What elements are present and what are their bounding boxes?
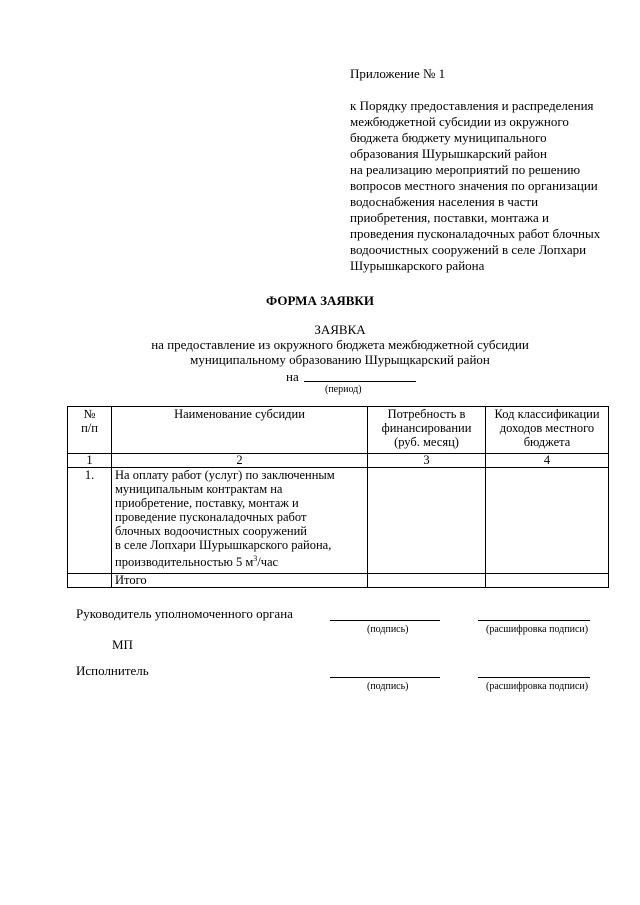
header-need-line-3: (руб. месяц): [394, 435, 459, 449]
row-subsidy-name: [112, 468, 368, 574]
col-number-4: 4: [486, 454, 609, 468]
annex-line-2: межбюджетной субсидии из окружного: [350, 114, 569, 129]
annex-line-6: вопросов местного значения по организации: [350, 178, 598, 193]
header-name: Наименование субсидии: [112, 407, 368, 454]
executor-signature-line[interactable]: [330, 677, 440, 678]
executor-signature-caption: (подпись): [367, 681, 409, 692]
header-need-line-1: Потребность в: [387, 407, 466, 421]
annex-block: [350, 66, 600, 274]
row-need-value[interactable]: [368, 468, 486, 574]
row-unit: /час: [257, 555, 279, 570]
row-line-3: приобретение, поставку, монтаж и: [115, 496, 299, 510]
head-decoding-line[interactable]: [478, 620, 590, 621]
header-need-line-2: финансировании: [381, 421, 472, 435]
header-code: [486, 407, 609, 454]
total-num-cell: [68, 574, 112, 588]
row-line-7: [115, 552, 364, 569]
col-number-3: 3: [368, 454, 486, 468]
head-signature-caption: (подпись): [367, 624, 409, 635]
header-code-line-1: Код классификации: [494, 407, 600, 421]
stamp-label: МП: [112, 637, 133, 652]
executor-decoding-line[interactable]: [478, 677, 590, 678]
annex-line-3: бюджета бюджету муниципального: [350, 130, 547, 145]
period-blank-line: [304, 381, 416, 382]
total-code-value[interactable]: [486, 574, 609, 588]
annex-line-4: образования Шурышкарский район: [350, 146, 548, 161]
application-heading-block: [0, 322, 640, 367]
annex-line-8: приобретения, поставки, монтажа и: [350, 210, 549, 225]
executor-decoding-caption: (расшифровка подписи): [486, 681, 589, 692]
subsidy-table: [67, 406, 609, 588]
row-line-5: блочных водоочистных сооружений: [115, 524, 307, 538]
annex-line-5: на реализацию мероприятий по решению: [350, 162, 581, 177]
form-title: ФОРМА ЗАЯВКИ: [266, 293, 374, 308]
head-label: Руководитель уполномоченного органа: [76, 606, 293, 621]
col-number-1: 1: [68, 454, 112, 468]
head-decoding-caption: (расшифровка подписи): [486, 624, 589, 635]
na-label: на: [286, 369, 299, 384]
annex-line-7: водоснабжения населения в части: [350, 194, 539, 209]
header-need: [368, 407, 486, 454]
header-code-line-2: доходов местного: [499, 421, 595, 435]
application-heading: ЗАЯВКА: [314, 322, 366, 337]
cubic-superscript: 3: [253, 554, 258, 563]
annex-line-9: проведения пусконаладочных работ блочных: [350, 226, 601, 241]
row-code-value[interactable]: [486, 468, 609, 574]
table-row: [68, 468, 609, 574]
row-line-1: На оплату работ (услуг) по заключенным: [115, 468, 335, 482]
total-need-value[interactable]: [368, 574, 486, 588]
period-caption: (период): [325, 384, 362, 395]
application-line-1: на предоставление из окружного бюджета межбюджетной субсидии: [151, 337, 529, 352]
executor-label: Исполнитель: [76, 663, 149, 678]
row-line-7-text: производительностью 5 м: [115, 555, 254, 570]
col-number-2: 2: [112, 454, 368, 468]
table-header-row: [68, 407, 609, 454]
header-num-line-2: п/п: [81, 421, 98, 435]
annex-line-11: Шурышкарского района: [350, 258, 485, 273]
total-label: Итого: [112, 574, 368, 588]
annex-title: Приложение № 1: [350, 66, 446, 81]
annex-line-1: к Порядку предоставления и распределения: [350, 98, 594, 113]
header-num-line-1: №: [83, 407, 96, 421]
head-signature-line[interactable]: [330, 620, 440, 621]
row-line-6: в селе Лопхари Шурышкарского района,: [115, 538, 332, 552]
row-line-4: проведение пусконаладочных работ: [115, 510, 307, 524]
header-num: [68, 407, 112, 454]
header-code-line-3: бюджета: [523, 435, 571, 449]
annex-line-10: водоочистных сооружений в селе Лопхари: [350, 242, 587, 257]
column-number-row: [68, 454, 609, 468]
total-row: [68, 574, 609, 588]
row-line-2: муниципальным контрактам на: [115, 482, 283, 496]
application-line-2: муниципальному образованию Шурыщкарский район: [190, 352, 490, 367]
row-num: 1.: [68, 468, 112, 574]
